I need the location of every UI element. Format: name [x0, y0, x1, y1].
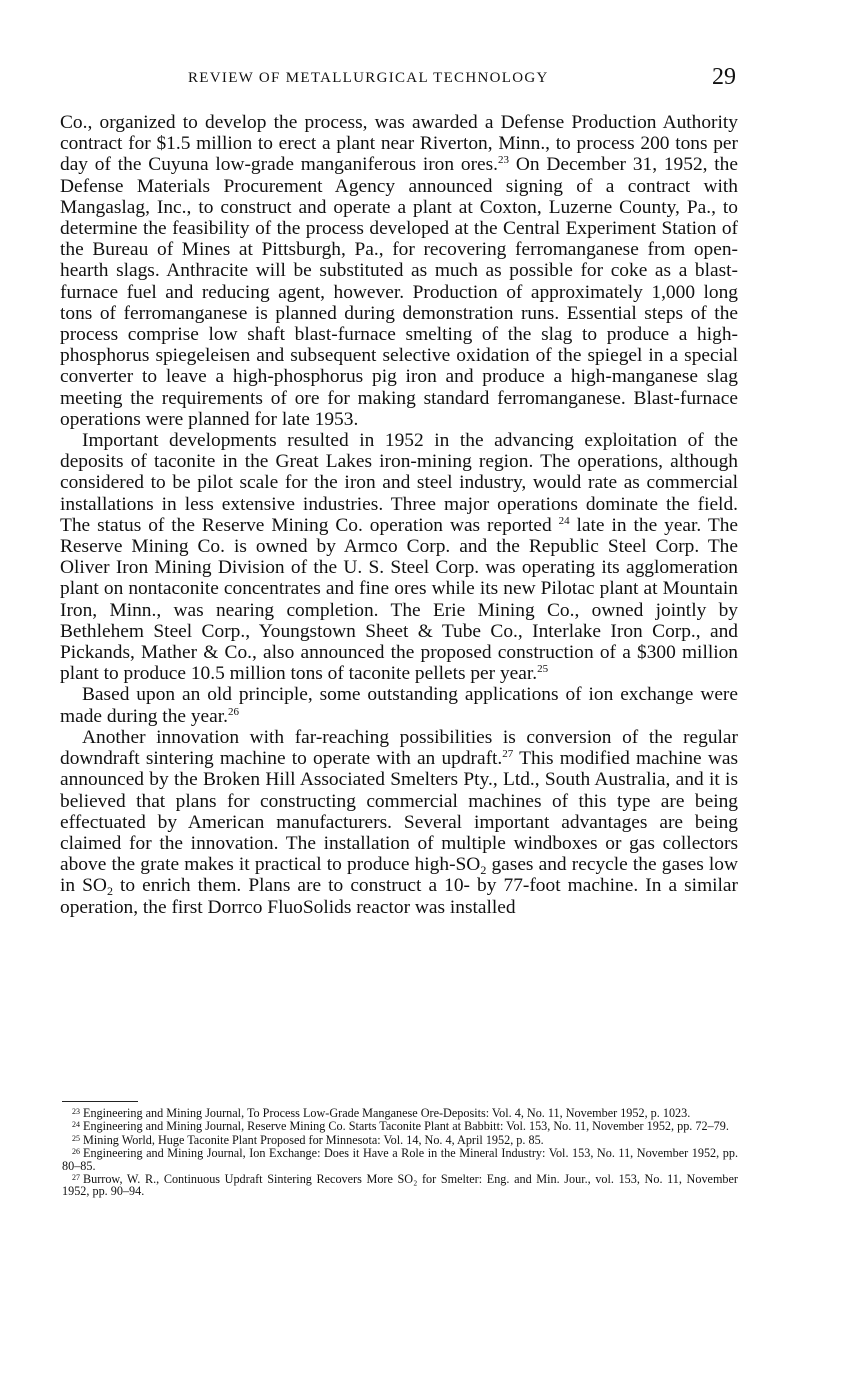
footnote-number: 25 — [72, 1133, 80, 1143]
text-run: On December 31, 1952, the Defense Materials Procurement Agency announced signing of a contract with Mangaslag, Inc., to construct and operate a plant at Coxton, Luzerne County, Pa., to determine the feasibility of the process developed at the Central Experiment Station of the Bureau of Mines at Pittsburgh, Pa., for recovering ferromanganese from open-hearth slags. Anthracite will be substituted as much as possible for coke as a blast-furnace fuel and reducing agent, however. Production of approximately 1,000 long tons of ferromanganese is planned during demonstration runs. Essential steps of the process comprise low shaft blast-furnace smelting of the slag to produce a high-phosphorus spiegeleisen and subsequent selective oxidation of the spiegel in a special converter to leave a high-phosphorus pig iron and produce a high-manganese slag meeting the requirements of ore for making standard ferromanganese. Blast-furnace operations were planned for late 1953. — [60, 154, 738, 430]
text-run: late in the year. The Reserve Mining Co. is owned by Armco Corp. and the Republic Steel Corp. The Oliver Iron Mining Division of the U. S. Steel Corp. was operating its agglomeration plant on nontaconite concentrates and fine ores while its new Pilotac plant at Mountain Iron, Minn., was nearing completion. The Erie Mining Co., owned jointly by Bethlehem Steel Corp., Youngstown Sheet & Tube Co., Interlake Iron Corp., and Pickands, Mather & Co., also announced the proposed construction of a $300 million plant to produce 10.5 million tons of taconite pellets per year. — [60, 514, 738, 685]
paragraph — [60, 112, 738, 430]
footnote — [62, 1172, 738, 1198]
footnote-number: 24 — [72, 1120, 80, 1130]
running-head: REVIEW OF METALLURGICAL TECHNOLOGY — [188, 70, 549, 86]
footnote-text: Mining World, Huge Taconite Plant Proposed for Minnesota: Vol. 14, No. 4, April 1952, p. 85. — [83, 1132, 544, 1147]
paragraph — [60, 727, 738, 918]
text-run: Important developments resulted in 1952 in the advancing exploitation of the deposits of taconite in the Great Lakes iron-mining region. The operations, although considered to be pilot scale for the iron and steel industry, would rate as commercial installations in less extensive industries. Three major operations dominate the field. The status of the Reserve Mining Co. operation was reported — [60, 430, 738, 536]
text-run: gases and recycle the gases low in SO — [60, 854, 738, 897]
text-run: Another innovation with far-reaching possibilities is conversion of the regular downdraft sintering machine to operate with an updraft. — [60, 726, 738, 770]
footnote-text: Burrow, W. R., Continuous Updraft Sintering Recovers More SO₂ for Smelter: Eng. and Min. Jour., vol. 153, No. 11, November 1952, pp. 90–94. — [62, 1172, 738, 1199]
text-run: This modified machine was announced by the Broken Hill Associated Smelters Pty., Ltd., South Australia, and it is believed that plans for constructing commercial machines of this type are being effectuated by American manufacturers. Several important advantages are being claimed for the innovation. The installation of multiple windboxes or gas collectors above the grate makes it practical to produce high-SO — [60, 748, 739, 876]
footnote-number: 23 — [72, 1107, 80, 1116]
body-text — [60, 112, 738, 918]
footnote — [62, 1146, 738, 1172]
footnote-rule — [62, 1101, 138, 1102]
footnotes — [62, 1106, 738, 1198]
subscript: 2 — [106, 884, 113, 899]
footnote-ref: 23 — [498, 154, 510, 167]
footnote — [62, 1106, 738, 1119]
footnote-text: Engineering and Mining Journal, Reserve Mining Co. Starts Taconite Plant at Babbitt: Vol. 153, No. 11, November 1952, pp. 72–79. — [83, 1119, 729, 1134]
footnote-ref: 25 — [537, 663, 549, 676]
subscript: 2 — [480, 863, 487, 878]
text-run: to enrich them. Plans are to construct a 10- by 77-foot machine. In a similar operation, the first Dorrco FluoSolids reactor was installed — [60, 875, 738, 918]
footnote — [62, 1133, 738, 1146]
footnote-number: 27 — [72, 1173, 80, 1183]
footnote-number: 26 — [72, 1147, 80, 1157]
footnote — [62, 1119, 738, 1132]
text-run: Co., organized to develop the process, was awarded a Defense Production Authority contract for $1.5 million to erect a plant near Riverton, Minn., to process 200 tons per day of the Cuyuna low-grade manganiferous iron ores. — [60, 112, 738, 176]
paragraph — [60, 684, 738, 726]
footnote-text: Engineering and Mining Journal, Ion Exchange: Does it Have a Role in the Mineral Industry: Vol. 153, No. 11, November 1952, pp. 80–85. — [62, 1146, 738, 1173]
paragraph — [60, 430, 738, 684]
footnote-ref: 27 — [502, 748, 514, 761]
footnote-ref: 26 — [228, 705, 239, 718]
page-header — [60, 64, 740, 96]
footnote-ref: 24 — [558, 514, 570, 527]
page-number: 29 — [712, 64, 736, 90]
footnote-text: Engineering and Mining Journal, To Process Low-Grade Manganese Ore-Deposits: Vol. 4, No. 11, November 1952, p. 1023. — [83, 1106, 691, 1120]
text-run: Based upon an old principle, some outstanding applications of ion exchange were made during the year. — [60, 684, 738, 727]
